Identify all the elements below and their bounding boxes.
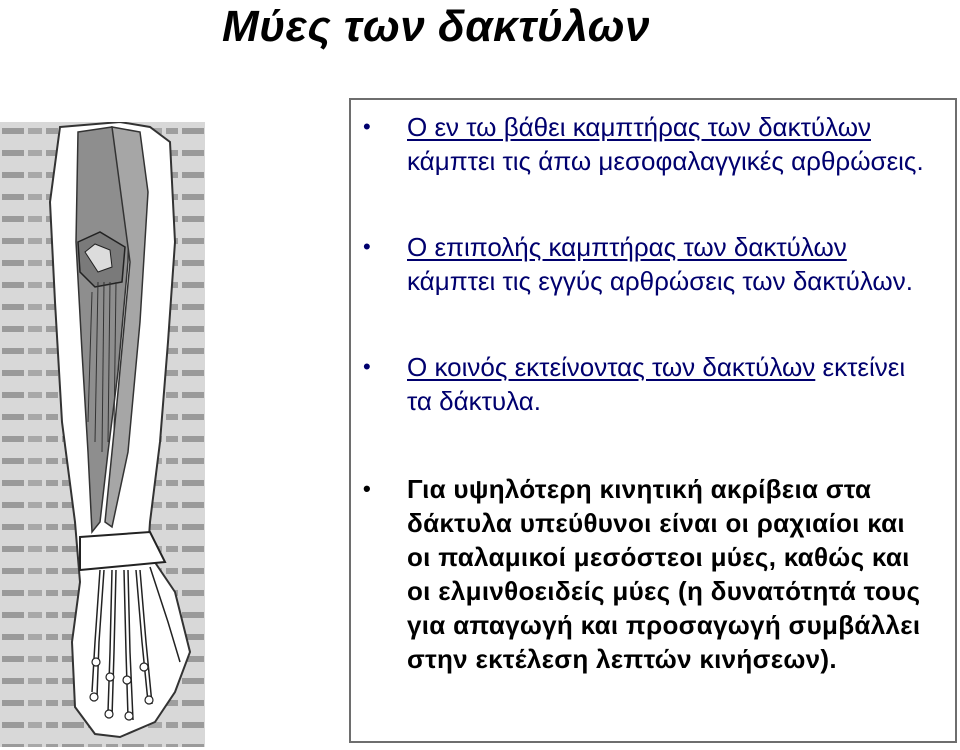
text-box: [349, 98, 957, 743]
bullet-item: [351, 472, 927, 676]
bullet-item: [351, 110, 927, 178]
bullet-item: [351, 230, 927, 298]
forearm-anatomy-icon: [0, 122, 205, 747]
muscle-term: Ο κοινός εκτείνοντας των δακτύλων: [407, 352, 816, 382]
bullet-text: κάμπτει τις άπω μεσοφαλαγγικές αρθρώσεις.: [407, 146, 924, 176]
bullet-text: Για υψηλότερη κινητική ακρίβεια στα δάκτυλα υπεύθυνοι είναι οι ραχιαίοι και οι παλαμικοί μεσόστεοι μύες, καθώς και οι ελμινθοειδείς μύες (η δυνατότητά τους για απαγωγή και προσαγωγή συμβάλλει στην εκτέλεση λεπτών κινήσεων).: [407, 474, 921, 674]
bullet-item: [351, 350, 927, 418]
bullet-text: κάμπτει τις εγγύς αρθρώσεις των δακτύλων.: [407, 266, 913, 296]
bullet-text: εκτείνει τα δάκτυλα.: [407, 352, 906, 416]
forearm-anatomy-figure: [0, 122, 205, 747]
muscle-term: Ο εν τω βάθει καμπτήρας των δακτύλων: [407, 112, 871, 142]
muscle-term: Ο επιπολής καμπτήρας των δακτύλων: [407, 232, 847, 262]
slide-title: Μύες των δακτύλων: [222, 2, 650, 51]
